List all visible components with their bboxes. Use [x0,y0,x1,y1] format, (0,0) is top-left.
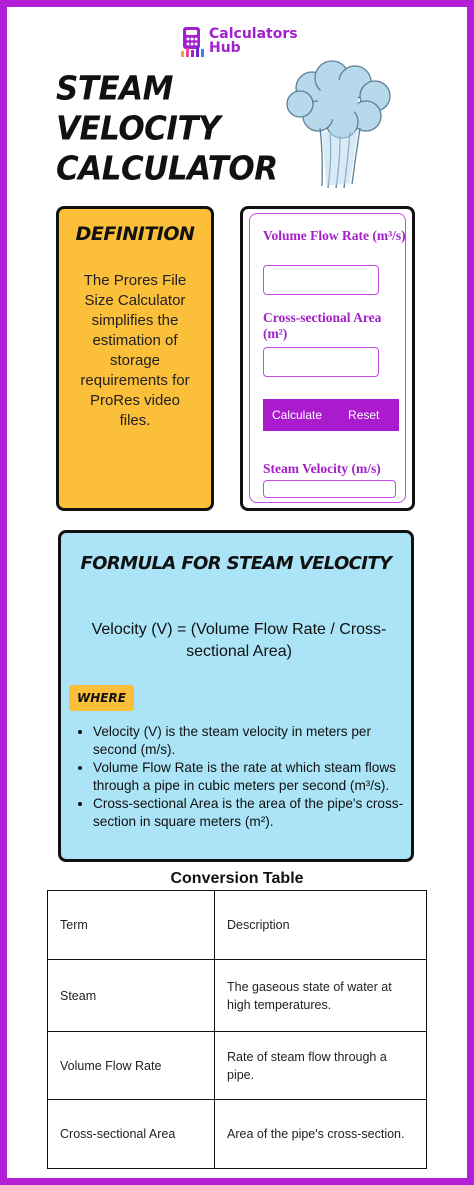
formula-expression: Velocity (V) = (Volume Flow Rate / Cross-sectional Area) [91,621,387,660]
calculator-logo-icon [180,27,206,57]
table-cell-term: Volume Flow Rate [48,1032,215,1100]
table-row [48,891,427,960]
table-row [48,1100,427,1169]
calculator-button-bar [263,399,399,431]
logo-text [209,27,298,55]
table-row [48,960,427,1032]
table-cell-term: Steam [48,960,215,1032]
cross-sectional-area-label: Cross-sectional Area (m²) [263,310,382,341]
steam-velocity-label: Steam Velocity (m/s) [263,461,381,476]
page-title [56,69,276,189]
list-item: • Volume Flow Rate is the rate at which steam flows through a pipe in cubic meters per second (m³/s). [93,759,409,795]
definition-text: The Prores File Size Calculator simplifies the estimation of storage requirements for ProRes video files. [80,272,190,429]
table-header-description: Description [215,891,427,960]
formula-heading: FORMULA FOR STEAM VELOCITY [80,553,392,574]
title-line-1: STEAM [56,70,173,108]
volume-flow-rate-label: Volume Flow Rate (m³/s) [263,228,406,243]
conversion-table-title: Conversion Table [170,870,304,887]
where-badge: WHERE [69,685,134,711]
cross-sectional-area-input[interactable] [263,347,379,377]
logo-brand-second: Hub [209,40,241,56]
list-item: • Velocity (V) is the steam velocity in meters per second (m/s). [93,723,409,759]
definition-card [56,206,214,511]
table-row [48,1032,427,1100]
calculator-card [240,206,415,511]
steam-cloud-icon [270,58,410,193]
table-cell-description: Rate of steam flow through a pipe. [215,1032,427,1100]
title-line-2: VELOCITY [56,110,221,148]
table-cell-description: Area of the pipe's cross-section. [215,1100,427,1169]
table-cell-term: Cross-sectional Area [48,1100,215,1169]
table-cell-description: The gaseous state of water at high temperatures. [215,960,427,1032]
list-item: • Cross-sectional Area is the area of the pipe's cross-section in square meters (m²). [93,795,409,831]
title-line-3: CALCULATOR [56,150,278,188]
definition-heading: DEFINITION [75,223,195,245]
calculators-hub-logo[interactable] [180,25,300,61]
calculator-form [249,213,406,503]
calculate-button[interactable]: Calculate [272,408,323,422]
conversion-table [47,890,427,1169]
table-header-term: Term [48,891,215,960]
volume-flow-rate-input[interactable] [263,265,379,295]
logo-brand: Calculators [209,26,298,42]
formula-card [58,530,414,862]
formula-variable-list [93,723,409,831]
steam-velocity-output[interactable] [263,480,396,498]
reset-button[interactable]: Reset [348,408,380,422]
